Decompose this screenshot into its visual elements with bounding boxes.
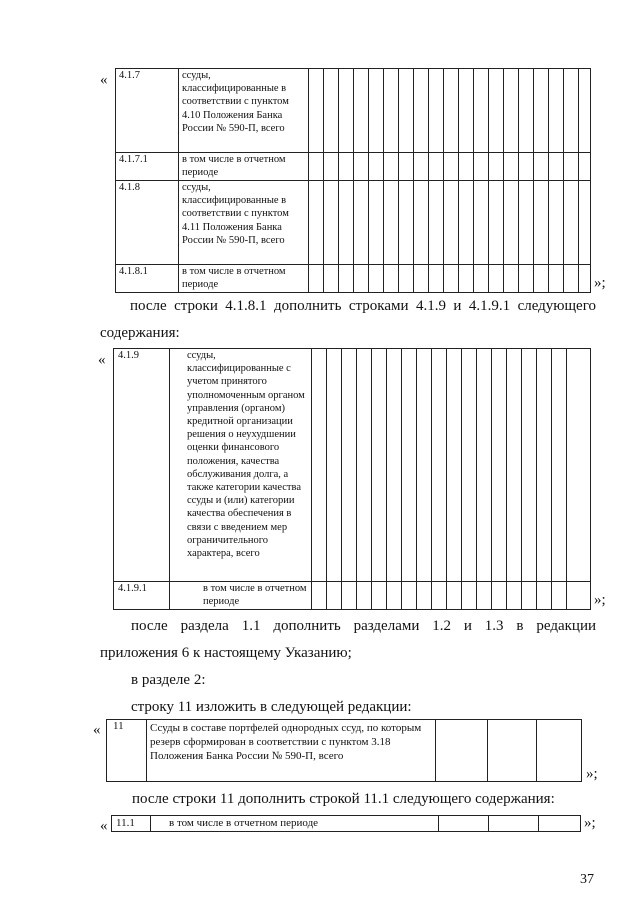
paragraph-line: после строки 4.1.8.1 дополнить строками 4.1.9 и 4.1.9.1 следующего [130,298,596,314]
table-row [114,349,591,582]
page-number: 37 [580,872,594,887]
table-row [112,816,581,832]
open-quote: « [98,352,106,368]
row-text: в том числе в отчетном периоде [179,265,309,293]
table-row [116,153,591,181]
row-code: 11 [107,720,147,782]
table-rows-4-1-7-to-4-1-8-1 [115,68,591,293]
table-row-11-1 [111,815,581,832]
close-quote: »; [586,766,598,782]
row-code: 11.1 [112,816,151,832]
table-row [114,582,591,610]
open-quote: « [93,722,101,738]
table-row [116,265,591,293]
close-quote: »; [584,815,596,831]
paragraph-line: строку 11 изложить в следующей редакции: [131,699,412,715]
table-row [107,720,582,782]
row-code: 4.1.9.1 [114,582,170,610]
table-row [116,181,591,265]
row-text: ссуды, классифицированные в соответствии с пунктом 4.11 Положения Банка России № 590-П, всего [179,181,309,265]
row-text: ссуды, классифицированные в соответствии с пунктом 4.10 Положения Банка России № 590-П, всего [179,69,309,153]
open-quote: « [100,72,108,88]
row-code: 4.1.7 [116,69,179,153]
table-rows-4-1-9 [113,348,591,610]
row-code: 4.1.8.1 [116,265,179,293]
row-text: ссуды, классифицированные с учетом принятого уполномоченным органом управления (органом) кредитной организации решения о неухудшении оценки финансового положения, качества обслуживания долга, а также категории качества ссуды и (или) категории качества обеспечения в связи с введением мер ограничительного характера, всего [170,349,312,582]
table-row [116,69,591,153]
paragraph-line: после строки 11 дополнить строкой 11.1 следующего содержания: [132,791,555,807]
row-text: в том числе в отчетном периоде [151,816,439,832]
paragraph-line: после раздела 1.1 дополнить разделами 1.2 и 1.3 в редакции [131,618,596,634]
row-text: в том числе в отчетном периоде [170,582,312,610]
paragraph-line: приложения 6 к настоящему Указанию; [100,645,352,661]
row-code: 4.1.8 [116,181,179,265]
row-text: Ссуды в составе портфелей однородных ссуд, по которым резерв сформирован в соответствии с пунктом 3.18 Положения Банка России № 590-П, всего [147,720,436,782]
table-row-11 [106,719,582,782]
row-code: 4.1.9 [114,349,170,582]
close-quote: »; [594,592,606,608]
paragraph-line: в разделе 2: [131,672,206,688]
open-quote: « [100,818,108,834]
close-quote: »; [594,275,606,291]
row-text: в том числе в отчетном периоде [179,153,309,181]
row-code: 4.1.7.1 [116,153,179,181]
paragraph-line: содержания: [100,325,180,341]
